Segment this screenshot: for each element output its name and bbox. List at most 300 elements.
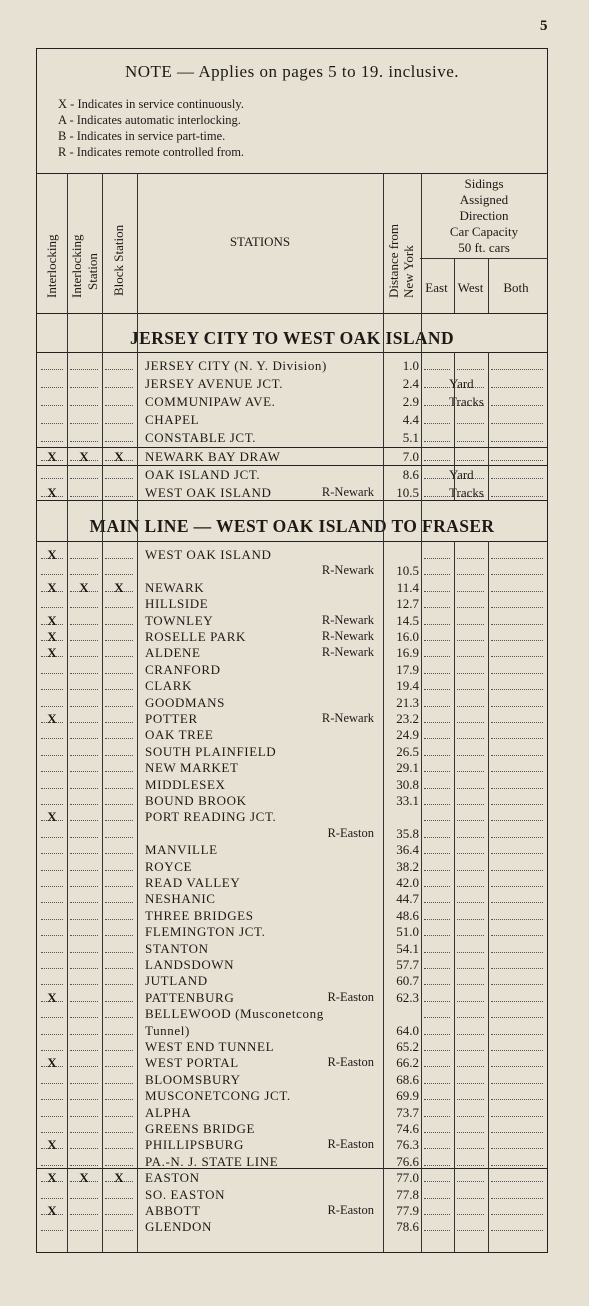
dot-leader (491, 771, 543, 772)
dot-leader (491, 1181, 543, 1182)
section-title-jersey-city: JERSEY CITY TO WEST OAK ISLAND (129, 328, 455, 348)
dot-leader (70, 441, 98, 442)
distance-value: 69.9 (396, 1088, 419, 1104)
dot-leader (70, 952, 98, 953)
dot-leader (424, 607, 450, 608)
dot-leader (457, 441, 484, 442)
dot-leader (424, 1116, 450, 1117)
dot-leader (70, 405, 98, 406)
dot-leader (457, 935, 484, 936)
dot-leader (105, 496, 133, 497)
dot-leader (424, 387, 450, 388)
distance-value: 5.1 (402, 430, 419, 446)
station-name: ABBOTT (145, 1203, 201, 1218)
distance-value: 66.2 (396, 1055, 419, 1071)
distance-value: 76.6 (396, 1153, 419, 1169)
dot-leader (105, 656, 133, 657)
legend-r: R - Indicates remote controlled from. (58, 145, 245, 159)
station-name: JERSEY AVENUE JCT. (145, 376, 284, 392)
dot-leader (457, 656, 484, 657)
dot-leader (41, 755, 63, 756)
dot-leader (105, 607, 133, 608)
dot-leader (105, 837, 133, 838)
station-name: ALDENE (145, 645, 201, 661)
dot-leader (70, 478, 98, 479)
dot-leader (70, 722, 98, 723)
distance-value: 26.5 (396, 743, 419, 759)
dot-leader (105, 1050, 133, 1051)
dot-leader (491, 689, 543, 690)
dot-leader (70, 387, 98, 388)
dot-leader (70, 968, 98, 969)
dot-leader (491, 673, 543, 674)
dot-leader (424, 952, 450, 953)
page-number: 5 (540, 18, 548, 34)
distance-value: 77.9 (396, 1203, 419, 1218)
distance-value: 78.6 (396, 1219, 419, 1235)
dot-leader (491, 706, 543, 707)
header-sidings-1: Sidings (464, 176, 504, 191)
dot-leader (457, 722, 484, 723)
dot-leader (457, 902, 484, 903)
dot-leader (457, 689, 484, 690)
dot-leader (457, 1083, 484, 1084)
dot-leader (41, 771, 63, 772)
dot-leader (457, 591, 484, 592)
dot-leader (457, 804, 484, 805)
station-name: ALPHA (145, 1104, 192, 1120)
header-east: East (425, 280, 448, 295)
remote-control: R-Newark (321, 645, 374, 660)
dot-leader (424, 558, 450, 559)
dot-leader (457, 1017, 484, 1018)
legend-a: A - Indicates automatic interlocking. (58, 113, 241, 127)
station-name: BELLEWOOD (Musconetcong (145, 1006, 324, 1022)
service-mark-i: X (47, 448, 57, 464)
sidings-subrule (420, 258, 548, 259)
dot-leader (70, 496, 98, 497)
dot-leader (424, 1099, 450, 1100)
siding-label: Yard (449, 466, 474, 482)
dot-leader (41, 1116, 63, 1117)
dot-leader (457, 1181, 484, 1182)
dot-leader (491, 1198, 543, 1199)
column-rule (102, 173, 103, 1252)
distance-value: 33.1 (396, 793, 419, 808)
dot-leader (70, 656, 98, 657)
dot-leader (491, 1050, 543, 1051)
dot-leader (457, 968, 484, 969)
dot-leader (491, 722, 543, 723)
dot-leader (424, 902, 450, 903)
dot-leader (424, 1198, 450, 1199)
dot-leader (457, 1214, 484, 1215)
dot-leader (491, 1116, 543, 1117)
dot-leader (70, 1165, 98, 1166)
dot-leader (457, 1230, 484, 1231)
dot-leader (457, 706, 484, 707)
dot-leader (424, 886, 450, 887)
dot-leader (491, 591, 543, 592)
dot-leader (70, 1116, 98, 1117)
dot-leader (424, 591, 450, 592)
distance-value: 64.0 (396, 1022, 419, 1038)
dot-leader (491, 558, 543, 559)
siding-label: Tracks (449, 394, 484, 410)
header-distance-1: Distance from (386, 223, 401, 298)
dot-leader (70, 788, 98, 789)
station-name: READ VALLEY (145, 875, 241, 890)
remote-control: R-Easton (327, 1055, 374, 1070)
station-name: OAK ISLAND JCT. (145, 466, 261, 482)
dot-leader (41, 870, 63, 871)
dot-leader (105, 574, 133, 575)
legend-x: X - Indicates in service continuously. (58, 97, 244, 111)
distance-value: 57.7 (396, 957, 419, 972)
dot-leader (457, 640, 484, 641)
dot-leader (424, 1050, 450, 1051)
dot-leader (424, 496, 450, 497)
dot-leader (424, 984, 450, 985)
dot-leader (457, 1116, 484, 1117)
dot-leader (491, 1034, 543, 1035)
dot-leader (457, 1001, 484, 1002)
remote-control: R-Newark (321, 711, 374, 725)
distance-value: 29.1 (396, 760, 419, 776)
distance-value: 60.7 (396, 973, 419, 989)
distance-value: 24.9 (396, 727, 419, 743)
dot-leader (491, 656, 543, 657)
dot-leader (105, 1017, 133, 1018)
station-name: ROYCE (145, 858, 193, 874)
station-name: BOUND BROOK (145, 793, 247, 808)
row-rule (36, 465, 548, 466)
service-mark-i: X (47, 1137, 57, 1153)
dot-leader (457, 1165, 484, 1166)
header-sidings-3: Direction (459, 208, 509, 223)
dot-leader (70, 919, 98, 920)
dot-leader (491, 624, 543, 625)
dot-leader (105, 423, 133, 424)
station-name: COMMUNIPAW AVE. (145, 394, 276, 410)
distance-value: 16.0 (396, 629, 419, 644)
dot-leader (105, 387, 133, 388)
header-sidings-4: Car Capacity (449, 224, 519, 239)
dot-leader (424, 656, 450, 657)
service-mark-is: X (79, 579, 89, 595)
station-name: WEST PORTAL (145, 1055, 239, 1071)
dot-leader (491, 1148, 543, 1149)
dot-leader (424, 1017, 450, 1018)
station-name: GOODMANS (145, 694, 225, 710)
dot-leader (41, 919, 63, 920)
distance-value: 42.0 (396, 875, 419, 890)
dot-leader (41, 706, 63, 707)
dot-leader (491, 919, 543, 920)
dot-leader (41, 387, 63, 388)
service-mark-i: X (47, 809, 57, 825)
column-rule (67, 173, 68, 1252)
dot-leader (41, 1083, 63, 1084)
column-rule (454, 258, 455, 313)
dot-leader (41, 574, 63, 575)
distance-value: 74.6 (396, 1121, 419, 1136)
dot-leader (491, 1099, 543, 1100)
siding-label: Tracks (449, 484, 484, 500)
dot-leader (491, 423, 543, 424)
dot-leader (70, 1198, 98, 1199)
distance-value: 44.7 (396, 891, 419, 907)
dot-leader (105, 689, 133, 690)
legend-b: B - Indicates in service part-time. (58, 129, 226, 143)
station-name: STANTON (145, 940, 209, 956)
station-name: PORT READING JCT. (145, 809, 277, 825)
dot-leader (105, 984, 133, 985)
dot-leader (105, 738, 133, 739)
dot-leader (491, 369, 543, 370)
dot-leader (105, 1198, 133, 1199)
dot-leader (41, 673, 63, 674)
dot-leader (41, 1034, 63, 1035)
dot-leader (41, 935, 63, 936)
distance-value: 19.4 (396, 678, 419, 694)
distance-value: 12.7 (396, 596, 419, 612)
service-mark-i: X (47, 612, 57, 628)
station-name: Tunnel) (145, 1022, 190, 1038)
dot-leader (70, 574, 98, 575)
dot-leader (105, 870, 133, 871)
service-mark-i: X (47, 629, 57, 644)
station-name: EASTON (145, 1170, 200, 1186)
remote-control: R-Newark (321, 484, 374, 499)
distance-value: 2.4 (402, 376, 419, 392)
station-name: NEWARK (145, 579, 205, 595)
dot-leader (491, 1230, 543, 1231)
station-name: SOUTH PLAINFIELD (145, 743, 277, 759)
station-name: POTTER (145, 711, 198, 726)
dot-leader (70, 820, 98, 821)
dot-leader (41, 902, 63, 903)
station-name: CLARK (145, 678, 193, 694)
dot-leader (105, 1034, 133, 1035)
dot-leader (457, 1198, 484, 1199)
dot-leader (105, 1230, 133, 1231)
distance-value: 48.6 (396, 907, 419, 923)
station-name: GLENDON (145, 1219, 213, 1235)
service-mark-i: X (47, 645, 57, 661)
dot-leader (424, 574, 450, 575)
dot-leader (457, 886, 484, 887)
station-name: CONSTABLE JCT. (145, 430, 257, 446)
station-name: CRANFORD (145, 661, 221, 677)
dot-leader (105, 968, 133, 969)
dot-leader (41, 405, 63, 406)
dot-leader (491, 1165, 543, 1166)
dot-leader (424, 624, 450, 625)
dot-leader (70, 689, 98, 690)
dot-leader (491, 738, 543, 739)
dot-leader (105, 935, 133, 936)
station-name: OAK TREE (145, 727, 214, 743)
dot-leader (70, 1034, 98, 1035)
header-sidings-5: 50 ft. cars (458, 240, 510, 255)
dot-leader (70, 738, 98, 739)
remote-control: R-Newark (321, 612, 374, 627)
station-name: SO. EASTON (145, 1186, 226, 1202)
header-both: Both (503, 280, 529, 295)
dot-leader (424, 870, 450, 871)
dot-leader (457, 952, 484, 953)
station-name: PHILLIPSBURG (145, 1137, 244, 1153)
dot-leader (41, 984, 63, 985)
dot-leader (491, 820, 543, 821)
dot-leader (41, 607, 63, 608)
dot-leader (424, 640, 450, 641)
dot-leader (491, 574, 543, 575)
column-rule (488, 258, 489, 313)
dot-leader (70, 853, 98, 854)
dot-leader (70, 755, 98, 756)
dot-leader (41, 369, 63, 370)
dot-leader (70, 771, 98, 772)
service-mark-is: X (79, 448, 89, 464)
column-rule (137, 173, 138, 1252)
dot-leader (105, 369, 133, 370)
dot-leader (41, 1132, 63, 1133)
dot-leader (105, 952, 133, 953)
dot-leader (424, 423, 450, 424)
row-rule (36, 447, 548, 448)
dot-leader (41, 441, 63, 442)
distance-value: 77.0 (396, 1170, 419, 1186)
section2-rule (36, 541, 548, 542)
dot-leader (491, 837, 543, 838)
dot-leader (457, 984, 484, 985)
dot-leader (70, 423, 98, 424)
station-name: FLEMINGTON JCT. (145, 924, 266, 940)
dot-leader (70, 902, 98, 903)
distance-value: 14.5 (396, 612, 419, 628)
dot-leader (41, 423, 63, 424)
dot-leader (424, 771, 450, 772)
dot-leader (105, 624, 133, 625)
dot-leader (70, 558, 98, 559)
station-name: GREENS BRIDGE (145, 1121, 255, 1136)
dot-leader (105, 1132, 133, 1133)
distance-value: 77.8 (396, 1186, 419, 1202)
distance-value: 51.0 (396, 924, 419, 940)
dot-leader (105, 441, 133, 442)
dot-leader (70, 369, 98, 370)
dot-leader (41, 837, 63, 838)
column-rule (454, 541, 455, 1252)
dot-leader (457, 1066, 484, 1067)
dot-leader (491, 968, 543, 969)
dot-leader (41, 478, 63, 479)
dot-leader (491, 1066, 543, 1067)
dot-leader (424, 1148, 450, 1149)
station-name: TOWNLEY (145, 612, 214, 628)
header-block-station: Block Station (111, 224, 126, 296)
dot-leader (424, 673, 450, 674)
dot-leader (491, 1083, 543, 1084)
dot-leader (491, 441, 543, 442)
dot-leader (70, 1017, 98, 1018)
column-rule (421, 173, 422, 1252)
dot-leader (70, 1099, 98, 1100)
station-name: MANVILLE (145, 842, 218, 858)
station-name: CHAPEL (145, 412, 200, 428)
dot-leader (41, 689, 63, 690)
distance-value: 30.8 (396, 776, 419, 792)
dot-leader (105, 1099, 133, 1100)
dot-leader (457, 870, 484, 871)
dot-leader (424, 706, 450, 707)
distance-value: 68.6 (396, 1071, 419, 1087)
dot-leader (491, 607, 543, 608)
service-mark-i: X (47, 1055, 57, 1071)
dot-leader (491, 755, 543, 756)
service-mark-i: X (47, 989, 57, 1005)
dot-leader (70, 886, 98, 887)
row-rule (36, 1168, 548, 1169)
dot-leader (105, 640, 133, 641)
dot-leader (70, 804, 98, 805)
dot-leader (491, 387, 543, 388)
dot-leader (424, 804, 450, 805)
distance-value: 1.0 (402, 358, 419, 373)
dot-leader (457, 1099, 484, 1100)
dot-leader (424, 1066, 450, 1067)
dot-leader (70, 673, 98, 674)
dot-leader (70, 640, 98, 641)
dot-leader (70, 837, 98, 838)
dot-leader (70, 1001, 98, 1002)
station-name: PATTENBURG (145, 989, 235, 1005)
station-name: BLOOMSBURY (145, 1071, 241, 1087)
distance-value: 38.2 (396, 858, 419, 874)
header-top-rule (36, 173, 548, 174)
dot-leader (424, 820, 450, 821)
dot-leader (424, 460, 450, 461)
header-stations: STATIONS (229, 234, 291, 249)
dot-leader (424, 722, 450, 723)
dot-leader (457, 460, 484, 461)
dot-leader (491, 804, 543, 805)
dot-leader (424, 1083, 450, 1084)
distance-value: 65.2 (396, 1039, 419, 1054)
dot-leader (424, 1230, 450, 1231)
dot-leader (424, 755, 450, 756)
station-name: THREE BRIDGES (145, 907, 254, 923)
dot-leader (457, 423, 484, 424)
section-title-main-line: MAIN LINE — WEST OAK ISLAND TO FRASER (89, 516, 495, 536)
dot-leader (105, 820, 133, 821)
dot-leader (424, 1001, 450, 1002)
dot-leader (491, 1017, 543, 1018)
distance-value: 16.9 (396, 645, 419, 661)
dot-leader (70, 935, 98, 936)
service-mark-i: X (47, 1203, 57, 1218)
section1-rule (36, 352, 548, 353)
distance-value: 10.5 (396, 563, 419, 579)
distance-value: 76.3 (396, 1137, 419, 1153)
dot-leader (41, 738, 63, 739)
dot-leader (105, 919, 133, 920)
dot-leader (105, 1116, 133, 1117)
dot-leader (424, 405, 450, 406)
dot-leader (105, 1083, 133, 1084)
